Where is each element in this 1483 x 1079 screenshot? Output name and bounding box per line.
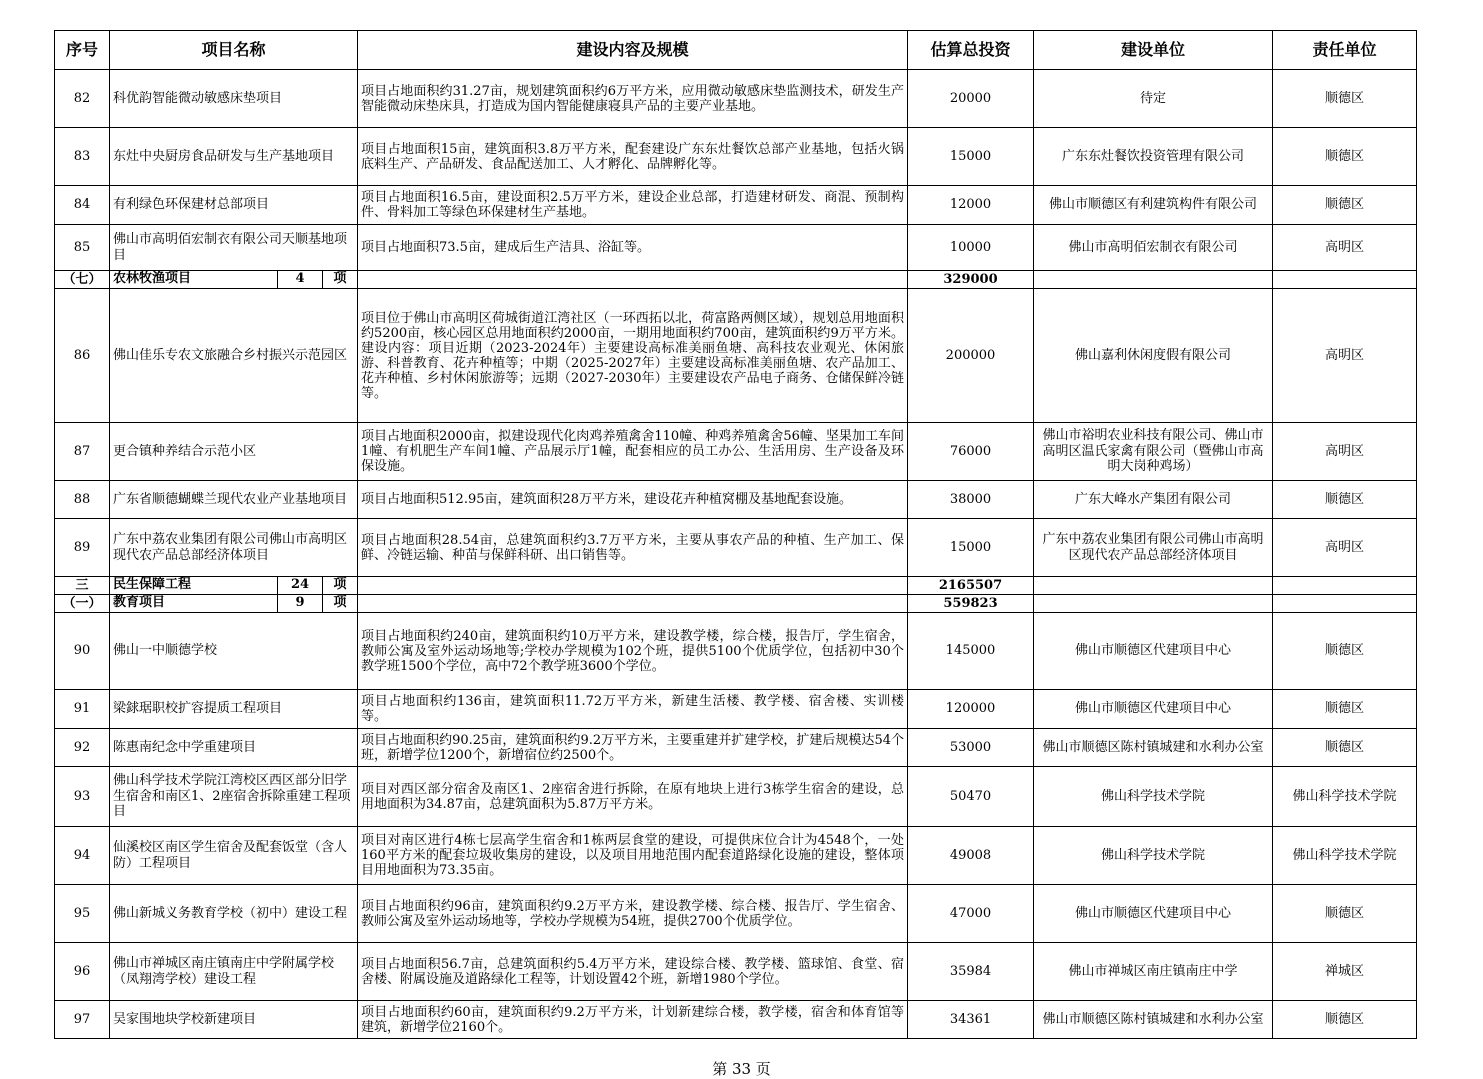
section-empty xyxy=(1273,577,1417,595)
row-responsible: 顺德区 xyxy=(1273,128,1417,186)
section-row xyxy=(55,577,1417,595)
row-builder: 佛山科学技术学院 xyxy=(1034,827,1273,885)
row-no: 97 xyxy=(55,1001,110,1039)
section-empty xyxy=(1034,577,1273,595)
row-invest: 12000 xyxy=(908,186,1034,225)
row-responsible: 佛山科学技术学院 xyxy=(1273,827,1417,885)
table-row xyxy=(55,885,1417,943)
header-invest: 估算总投资 xyxy=(908,31,1034,70)
section-title-cell xyxy=(110,577,358,595)
section-unit: 项 xyxy=(333,577,347,592)
header-name: 项目名称 xyxy=(110,31,358,70)
row-content: 项目占地面积约240亩，建筑面积约10万平方米，建设教学楼，综合楼，报告厅，学生宿舍，教师公寓及室外运动场地等;学校办学规模为102个班，提供5100个优质学位，包括初中30个教学班1500个学位，高中72个教学班3600个学位。 xyxy=(358,613,908,690)
table-row xyxy=(55,519,1417,577)
section-empty xyxy=(1034,595,1273,613)
row-name: 佛山一中顺德学校 xyxy=(110,613,358,690)
section-empty xyxy=(1273,271,1417,289)
row-no: 85 xyxy=(55,225,110,271)
row-responsible: 顺德区 xyxy=(1273,70,1417,128)
row-responsible: 高明区 xyxy=(1273,225,1417,271)
row-builder: 广东东灶餐饮投资管理有限公司 xyxy=(1034,128,1273,186)
row-invest: 76000 xyxy=(908,423,1034,481)
section-row xyxy=(55,271,1417,289)
row-builder: 佛山市顺德区代建项目中心 xyxy=(1034,613,1273,690)
row-builder: 佛山市顺德区代建项目中心 xyxy=(1034,690,1273,729)
section-title: 教育项目 xyxy=(110,595,278,612)
table-row xyxy=(55,128,1417,186)
row-invest: 15000 xyxy=(908,519,1034,577)
row-content: 项目占地面积约90.25亩，建筑面积约9.2万平方米，主要重建并扩建学校，扩建后规模达54个班，新增学位1200个，新增宿位约2500个。 xyxy=(358,729,908,767)
row-responsible: 顺德区 xyxy=(1273,729,1417,767)
row-no: 90 xyxy=(55,613,110,690)
table-row xyxy=(55,481,1417,519)
section-invest: 2165507 xyxy=(908,577,1034,595)
row-content: 项目占地面积约136亩，建筑面积11.72万平方米，新建生活楼、教学楼、宿舍楼、实训楼等。 xyxy=(358,690,908,729)
row-builder: 佛山市顺德区代建项目中心 xyxy=(1034,885,1273,943)
row-responsible: 顺德区 xyxy=(1273,885,1417,943)
row-name: 仙溪校区南区学生宿舍及配套饭堂（含人防）工程项目 xyxy=(110,827,358,885)
row-no: 93 xyxy=(55,767,110,827)
row-name: 科优韵智能微动敏感床垫项目 xyxy=(110,70,358,128)
header-responsible: 责任单位 xyxy=(1273,31,1417,70)
row-responsible: 顺德区 xyxy=(1273,481,1417,519)
section-empty xyxy=(358,595,908,613)
table-row xyxy=(55,767,1417,827)
row-invest: 38000 xyxy=(908,481,1034,519)
section-title-cell xyxy=(110,271,358,289)
row-name: 佛山佳乐专农文旅融合乡村振兴示范园区 xyxy=(110,289,358,423)
row-no: 88 xyxy=(55,481,110,519)
row-no: 94 xyxy=(55,827,110,885)
section-empty xyxy=(1273,595,1417,613)
row-name: 吴家围地块学校新建项目 xyxy=(110,1001,358,1039)
row-content: 项目对南区进行4栋七层高学生宿舍和1栋两层食堂的建设，可提供床位合计为4548个，一处160平方米的配套垃圾收集房的建设，以及项目用地范围内配套道路绿化设施的建设，整体项目用地面积为73.35亩。 xyxy=(358,827,908,885)
row-content: 项目占地面积2000亩，拟建设现代化肉鸡养殖禽舍110幢、种鸡养殖禽舍56幢、坚果加工车间1幢、有机肥生产车间1幢、产品展示厅1幢，配套相应的员工办公、生活用房、生产设备及环保设施。 xyxy=(358,423,908,481)
row-no: 91 xyxy=(55,690,110,729)
row-content: 项目占地面积73.5亩，建成后生产洁具、浴缸等。 xyxy=(358,225,908,271)
row-content: 项目位于佛山市高明区荷城街道江湾社区（一环西拓以北，荷富路两侧区域），规划总用地面积约5200亩，核心园区总用地面积约2000亩，一期用地面积约700亩，建筑面积约9万平方米。建设内容：项目近期（2023-2024年）主要建设高标准美丽鱼塘、高科技农业观光、休闲旅游、科普教育、花卉种植等；中期（2025-2027年）主要建设高标准美丽鱼塘、农产品加工、花卉种植、乡村休闲旅游等；远期（2027-2030年）主要建设农产品电子商务、仓储保鲜冷链等。 xyxy=(358,289,908,423)
row-no: 95 xyxy=(55,885,110,943)
section-count: 9 xyxy=(278,595,323,612)
row-name: 佛山市禅城区南庄镇南庄中学附属学校（凤翔湾学校）建设工程 xyxy=(110,943,358,1001)
row-invest: 50470 xyxy=(908,767,1034,827)
row-no: 86 xyxy=(55,289,110,423)
row-responsible: 高明区 xyxy=(1273,289,1417,423)
section-no: （一） xyxy=(55,595,110,613)
row-invest: 49008 xyxy=(908,827,1034,885)
row-responsible: 禅城区 xyxy=(1273,943,1417,1001)
section-title: 民生保障工程 xyxy=(110,577,278,594)
row-content: 项目占地面积约60亩，建筑面积约9.2万平方米，计划新建综合楼，教学楼，宿舍和体育馆等建筑，新增学位2160个。 xyxy=(358,1001,908,1039)
row-name: 东灶中央厨房食品研发与生产基地项目 xyxy=(110,128,358,186)
section-count: 24 xyxy=(278,577,323,594)
row-invest: 10000 xyxy=(908,225,1034,271)
row-responsible: 高明区 xyxy=(1273,519,1417,577)
row-builder: 待定 xyxy=(1034,70,1273,128)
table-row xyxy=(55,690,1417,729)
section-row xyxy=(55,595,1417,613)
header-content: 建设内容及规模 xyxy=(358,31,908,70)
row-content: 项目占地面积15亩，建筑面积3.8万平方米，配套建设广东东灶餐饮总部产业基地，包括火锅底料生产、产品研发、食品配送加工、人才孵化、品牌孵化等。 xyxy=(358,128,908,186)
row-builder: 佛山市裕明农业科技有限公司、佛山市高明区温氏家禽有限公司（暨佛山市高明大岗种鸡场） xyxy=(1034,423,1273,481)
row-content: 项目对西区部分宿舍及南区1、2座宿舍进行拆除，在原有地块上进行3栋学生宿舍的建设，总用地面积为34.87亩，总建筑面积为5.87万平方米。 xyxy=(358,767,908,827)
section-empty xyxy=(1034,271,1273,289)
row-name: 更合镇种养结合示范小区 xyxy=(110,423,358,481)
row-name: 佛山市高明佰宏制衣有限公司天顺基地项目 xyxy=(110,225,358,271)
row-content: 项目占地面积约31.27亩，规划建筑面积约6万平方米，应用微动敏感床垫监测技术，研发生产智能微动床垫床具，打造成为国内智能健康寝具产品的主要产业基地。 xyxy=(358,70,908,128)
row-builder: 佛山市高明佰宏制衣有限公司 xyxy=(1034,225,1273,271)
row-content: 项目占地面积56.7亩，总建筑面积约5.4万平方米，建设综合楼、教学楼、篮球馆、食堂、宿舍楼、附属设施及道路绿化工程等，计划设置42个班，新增1980个学位。 xyxy=(358,943,908,1001)
row-no: 96 xyxy=(55,943,110,1001)
row-builder: 佛山科学技术学院 xyxy=(1034,767,1273,827)
header-row xyxy=(55,31,1417,70)
project-table-wrapper xyxy=(54,30,1416,1039)
table-row xyxy=(55,1001,1417,1039)
row-invest: 53000 xyxy=(908,729,1034,767)
row-builder: 佛山市顺德区陈村镇城建和水利办公室 xyxy=(1034,1001,1273,1039)
row-builder: 广东中荔农业集团有限公司佛山市高明区现代农产品总部经济体项目 xyxy=(1034,519,1273,577)
section-title-cell xyxy=(110,595,358,613)
row-builder: 佛山市顺德区有利建筑构件有限公司 xyxy=(1034,186,1273,225)
row-no: 92 xyxy=(55,729,110,767)
row-builder: 佛山市禅城区南庄镇南庄中学 xyxy=(1034,943,1273,1001)
row-responsible: 顺德区 xyxy=(1273,613,1417,690)
row-no: 83 xyxy=(55,128,110,186)
row-name: 有利绿色环保建材总部项目 xyxy=(110,186,358,225)
table-row xyxy=(55,423,1417,481)
row-name: 广东中荔农业集团有限公司佛山市高明区现代农产品总部经济体项目 xyxy=(110,519,358,577)
table-row xyxy=(55,225,1417,271)
row-name: 梁銶琚职校扩容提质工程项目 xyxy=(110,690,358,729)
header-no: 序号 xyxy=(55,31,110,70)
row-responsible: 高明区 xyxy=(1273,423,1417,481)
section-unit: 项 xyxy=(333,271,347,286)
row-responsible: 佛山科学技术学院 xyxy=(1273,767,1417,827)
table-row xyxy=(55,827,1417,885)
row-invest: 145000 xyxy=(908,613,1034,690)
table-row xyxy=(55,289,1417,423)
row-responsible: 顺德区 xyxy=(1273,186,1417,225)
row-no: 87 xyxy=(55,423,110,481)
header-builder: 建设单位 xyxy=(1034,31,1273,70)
row-content: 项目占地面积512.95亩，建筑面积28万平方米，建设花卉种植窝棚及基地配套设施。 xyxy=(358,481,908,519)
row-content: 项目占地面积16.5亩，建设面积2.5万平方米，建设企业总部，打造建材研发、商混、预制构件、骨料加工等绿色环保建材生产基地。 xyxy=(358,186,908,225)
section-no: 三 xyxy=(55,577,110,595)
row-name: 佛山科学技术学院江湾校区西区部分旧学生宿舍和南区1、2座宿舍拆除重建工程项目 xyxy=(110,767,358,827)
section-empty xyxy=(358,577,908,595)
row-no: 82 xyxy=(55,70,110,128)
table-row xyxy=(55,943,1417,1001)
row-invest: 15000 xyxy=(908,128,1034,186)
row-responsible: 顺德区 xyxy=(1273,690,1417,729)
row-invest: 35984 xyxy=(908,943,1034,1001)
row-content: 项目占地面积约96亩，建筑面积约9.2万平方米，建设教学楼、综合楼、报告厅、学生宿舍、教师公寓及室外运动场地等，学校办学规模为54班，提供2700个优质学位。 xyxy=(358,885,908,943)
row-name: 陈惠南纪念中学重建项目 xyxy=(110,729,358,767)
row-name: 佛山新城义务教育学校（初中）建设工程 xyxy=(110,885,358,943)
row-builder: 佛山市顺德区陈村镇城建和水利办公室 xyxy=(1034,729,1273,767)
row-invest: 20000 xyxy=(908,70,1034,128)
section-unit: 项 xyxy=(333,595,347,610)
section-empty xyxy=(358,271,908,289)
row-invest: 200000 xyxy=(908,289,1034,423)
section-invest: 329000 xyxy=(908,271,1034,289)
table-row xyxy=(55,186,1417,225)
section-no: （七） xyxy=(55,271,110,289)
row-invest: 34361 xyxy=(908,1001,1034,1039)
table-row xyxy=(55,729,1417,767)
row-no: 89 xyxy=(55,519,110,577)
row-invest: 120000 xyxy=(908,690,1034,729)
row-content: 项目占地面积28.54亩，总建筑面积约3.7万平方米，主要从事农产品的种植、生产加工、保鲜、冷链运输、种苗与保鲜科研、出口销售等。 xyxy=(358,519,908,577)
project-table xyxy=(54,30,1417,1039)
section-invest: 559823 xyxy=(908,595,1034,613)
section-count: 4 xyxy=(278,271,323,288)
page-number: 第 33 页 xyxy=(712,1060,771,1078)
table-row xyxy=(55,70,1417,128)
row-builder: 佛山嘉利休闲度假有限公司 xyxy=(1034,289,1273,423)
table-row xyxy=(55,613,1417,690)
section-title: 农林牧渔项目 xyxy=(110,271,278,288)
row-builder: 广东大峰水产集团有限公司 xyxy=(1034,481,1273,519)
row-name: 广东省顺德蝴蝶兰现代农业产业基地项目 xyxy=(110,481,358,519)
row-no: 84 xyxy=(55,186,110,225)
row-invest: 47000 xyxy=(908,885,1034,943)
row-responsible: 顺德区 xyxy=(1273,1001,1417,1039)
